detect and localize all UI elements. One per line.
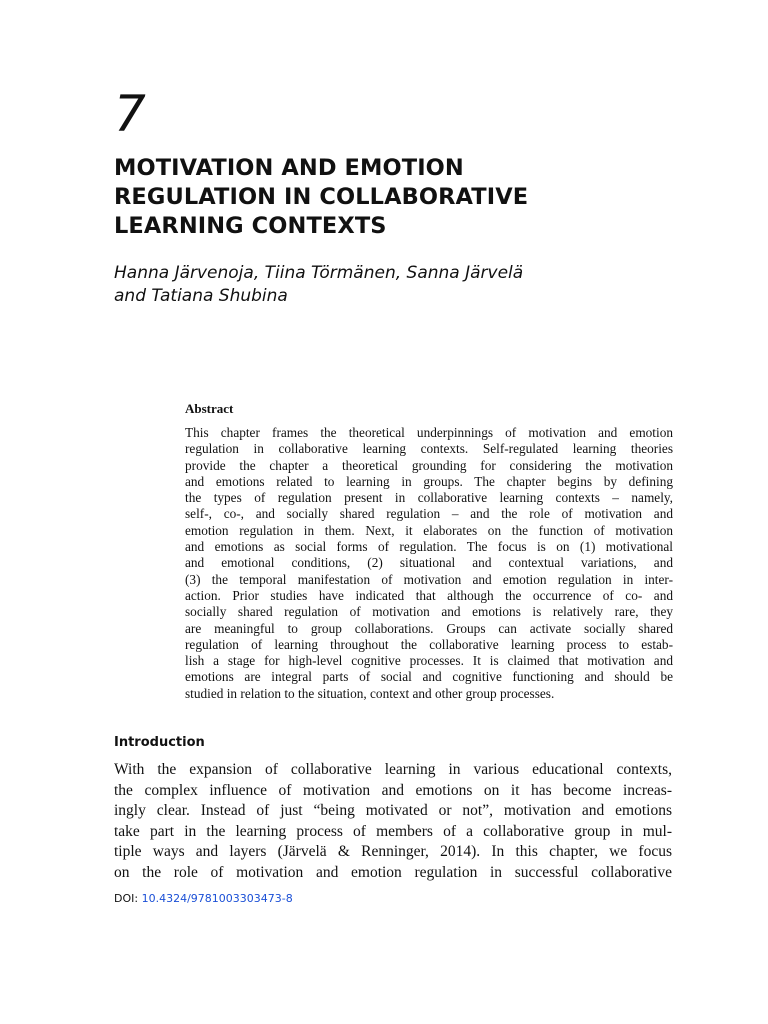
abstract-line: and emotions as social forms of regulation. The focus is on (1) motivational <box>185 539 673 555</box>
abstract-line: regulation in collaborative learning contexts. Self-regulated learning theories <box>185 441 673 457</box>
chapter-title-line: REGULATION IN COLLABORATIVE <box>114 184 529 210</box>
abstract-line: and emotions related to learning in groups. The chapter begins by defining <box>185 473 673 489</box>
introduction-line: ingly clear. Instead of just “being motivated or not”, motivation and emotions <box>114 802 672 820</box>
doi-label: DOI: <box>114 892 139 905</box>
abstract-line: regulation of learning throughout the collaborative learning process to estab- <box>185 636 673 652</box>
abstract-line: socially shared regulation of motivation and emotions is relatively rare, they <box>185 604 673 620</box>
chapter-title-line: MOTIVATION AND EMOTION <box>114 155 464 181</box>
introduction-line: the complex influence of motivation and emotions on it has become increas- <box>114 781 672 799</box>
chapter-title <box>114 154 674 241</box>
abstract-line: action. Prior studies have indicated that although the occurrence of co- and <box>185 587 673 603</box>
abstract-line: (3) the temporal manifestation of motivation and emotion regulation in inter- <box>185 571 673 587</box>
chapter-authors <box>114 262 674 308</box>
introduction-line: on the role of motivation and emotion regulation in successful collaborative <box>114 863 672 881</box>
abstract-line: are meaningful to group collaborations. Groups can activate socially shared <box>185 620 673 636</box>
abstract-line: This chapter frames the theoretical underpinnings of motivation and emotion <box>185 425 673 440</box>
introduction-line: take part in the learning process of members of a collaborative group in mul- <box>114 822 672 840</box>
abstract-line: provide the chapter a theoretical grounding for considering the motivation <box>185 457 673 473</box>
abstract-line: studied in relation to the situation, context and other group processes. <box>185 685 555 701</box>
doi-link[interactable]: 10.4324/9781003303473-8 <box>141 892 293 905</box>
abstract-line: and emotional conditions, (2) situational and contextual variations, and <box>185 555 673 571</box>
abstract-line: self-, co-, and socially shared regulation – and the role of motivation and <box>185 506 673 522</box>
abstract-line: emotion regulation in them. Next, it elaborates on the function of motivation <box>185 522 673 538</box>
introduction-heading: Introduction <box>114 735 205 750</box>
abstract-line: emotions are integral parts of social and cognitive functioning and should be <box>185 669 673 685</box>
abstract-body <box>185 425 673 702</box>
abstract-line: the types of regulation present in collaborative learning contexts – namely, <box>185 490 673 506</box>
abstract-line: lish a stage for high-level cognitive processes. It is claimed that motivation and <box>185 653 673 669</box>
introduction-line: With the expansion of collaborative learning in various educational contexts, <box>114 761 672 778</box>
chapter-title-line: LEARNING CONTEXTS <box>114 213 387 239</box>
introduction-line: tiple ways and layers (Järvelä & Renninger, 2014). In this chapter, we focus <box>114 843 672 861</box>
abstract-heading: Abstract <box>185 401 234 416</box>
authors-line: Hanna Järvenoja, Tiina Törmänen, Sanna Järvelä <box>114 263 524 283</box>
chapter-number: 7 <box>114 85 146 143</box>
authors-line: and Tatiana Shubina <box>114 286 288 306</box>
doi-footer <box>114 891 293 907</box>
introduction-body <box>114 760 672 884</box>
